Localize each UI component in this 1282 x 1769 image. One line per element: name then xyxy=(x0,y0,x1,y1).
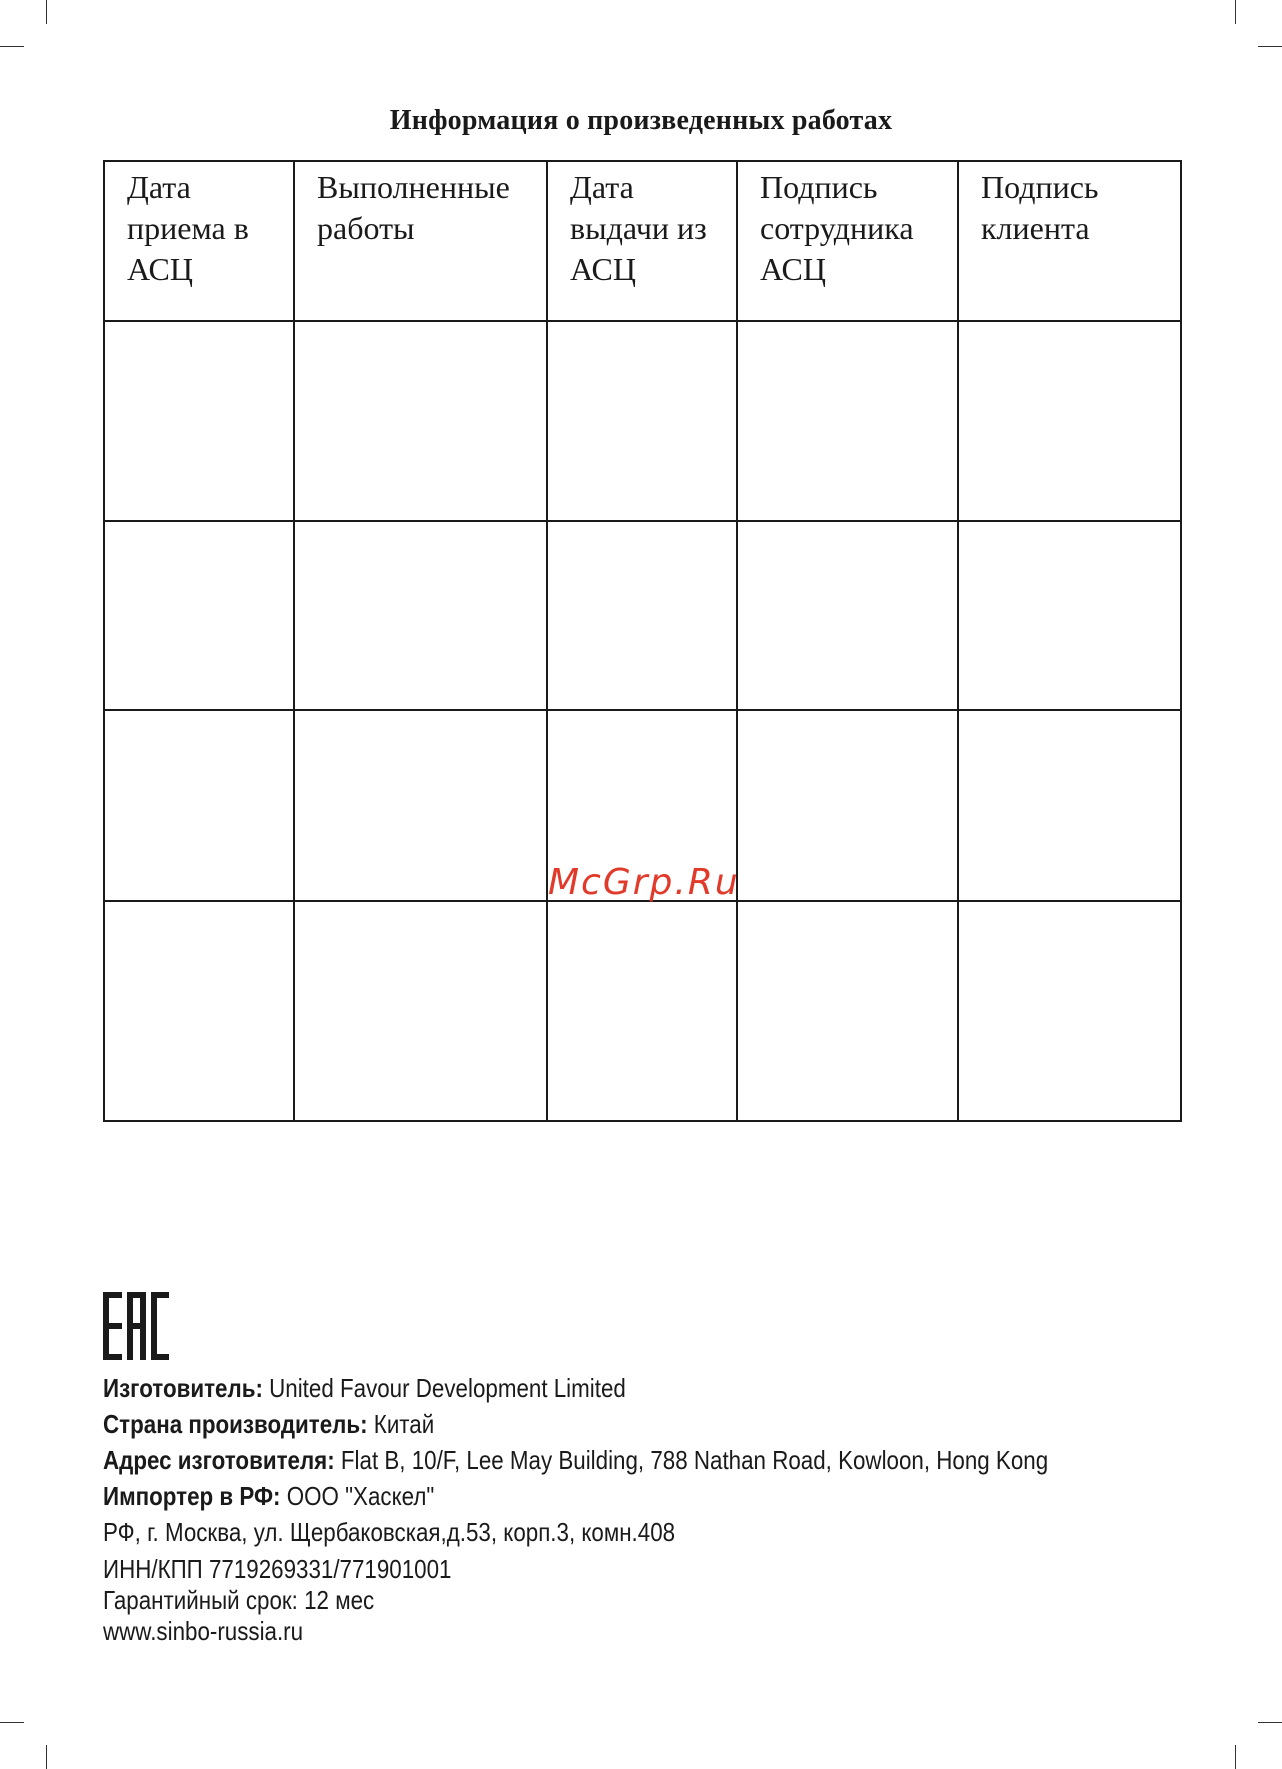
table-cell[interactable] xyxy=(294,710,547,901)
address-value: Flat B, 10/F, Lee May Building, 788 Nathan Road, Kowloon, Hong Kong xyxy=(340,1445,1049,1475)
table-cell[interactable] xyxy=(958,901,1181,1121)
crop-mark xyxy=(0,46,24,47)
table-header-row xyxy=(104,161,1181,321)
importer-address: РФ, г. Москва, ул. Щербаковская,д.53, корп.3, комн.408 xyxy=(103,1517,676,1547)
watermark: McGrp.Ru xyxy=(548,862,740,903)
column-header-date-received: Дата приема в АСЦ xyxy=(104,161,294,321)
crop-mark xyxy=(0,1722,24,1723)
table-cell[interactable] xyxy=(737,521,958,710)
table-cell[interactable] xyxy=(104,710,294,901)
eac-certification-icon xyxy=(103,1292,169,1360)
table-cell[interactable] xyxy=(737,901,958,1121)
crop-mark xyxy=(1258,46,1282,47)
table-cell[interactable] xyxy=(958,710,1181,901)
table-cell[interactable] xyxy=(737,710,958,901)
manufacturer-line xyxy=(103,1373,626,1404)
manufacturer-label: Изготовитель: xyxy=(103,1373,263,1403)
table-row xyxy=(104,901,1181,1121)
crop-mark xyxy=(1235,0,1236,24)
importer-label: Импортер в РФ: xyxy=(103,1481,281,1511)
table-cell[interactable] xyxy=(958,321,1181,521)
column-header-client-signature: Подпись клиента xyxy=(958,161,1181,321)
table-cell[interactable] xyxy=(104,901,294,1121)
importer-line xyxy=(103,1481,434,1512)
manufacturer-value: United Favour Development Limited xyxy=(269,1373,626,1403)
warranty: Гарантийный срок: 12 мес xyxy=(103,1585,375,1615)
address-label: Адрес изготовителя: xyxy=(103,1445,335,1475)
table-cell[interactable] xyxy=(294,321,547,521)
table-cell[interactable] xyxy=(958,521,1181,710)
table-cell[interactable] xyxy=(294,521,547,710)
table-cell[interactable] xyxy=(294,901,547,1121)
crop-mark xyxy=(46,1745,47,1769)
works-table xyxy=(103,160,1182,1122)
table-row xyxy=(104,521,1181,710)
table-cell[interactable] xyxy=(104,521,294,710)
website-link[interactable]: www.sinbo-russia.ru xyxy=(103,1616,304,1646)
column-header-date-issued: Дата выдачи из АСЦ xyxy=(547,161,737,321)
crop-mark xyxy=(1235,1745,1236,1769)
address-line xyxy=(103,1445,1048,1476)
country-line xyxy=(103,1409,434,1440)
inn-kpp: ИНН/КПП 7719269331/771901001 xyxy=(103,1554,452,1584)
country-value: Китай xyxy=(373,1409,435,1439)
column-header-work-done: Выполненные работы xyxy=(294,161,547,321)
table-cell[interactable] xyxy=(547,901,737,1121)
country-label: Страна производитель: xyxy=(103,1409,368,1439)
importer-value: ООО "Хаскел" xyxy=(286,1481,435,1511)
column-header-staff-signature: Подпись сотрудника АСЦ xyxy=(737,161,958,321)
table-cell[interactable] xyxy=(547,321,737,521)
table-cell[interactable] xyxy=(547,521,737,710)
table-cell[interactable] xyxy=(104,321,294,521)
crop-mark xyxy=(1258,1722,1282,1723)
crop-mark xyxy=(46,0,47,24)
table-cell[interactable] xyxy=(737,321,958,521)
page-title: Информация о произведенных работах xyxy=(389,105,893,136)
table-row xyxy=(104,321,1181,521)
